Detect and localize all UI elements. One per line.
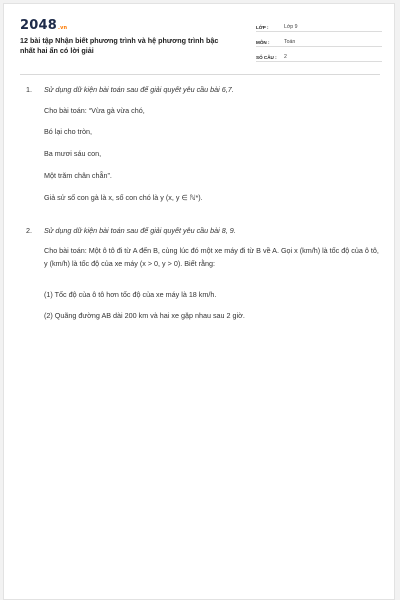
question-number: 1.	[26, 85, 32, 94]
header-divider	[20, 74, 380, 75]
meta-row-subject	[256, 36, 382, 47]
logo-text: 2048	[20, 18, 57, 33]
meta-value-class: Lớp 9	[284, 24, 298, 30]
meta-row-class	[256, 21, 382, 32]
meta-info	[256, 21, 382, 66]
question-line: Giả sử số con gà là x, số con chó là y (x, y ∈ ℕ*).	[44, 193, 203, 202]
question-line: Bó lại cho tròn,	[44, 127, 92, 136]
meta-label-class: LỚP :	[256, 25, 269, 30]
document-header	[4, 4, 394, 70]
meta-label-subject: MÔN :	[256, 40, 270, 45]
question-paragraph: Cho bài toán: Một ô tô đi từ A đến B, cùng lúc đó một xe máy đi từ B về A. Gọi x (km/h) là tốc độ của ô tô, y (km/h) là tốc độ của xe máy (x > 0, y > 0). Biết rằng:	[44, 246, 379, 268]
question-line: Cho bài toán: “Vừa gà vừa chó,	[44, 106, 145, 115]
meta-label-question-count: SỐ CÂU :	[256, 55, 277, 60]
logo-suffix: .vn	[57, 25, 68, 31]
document-page	[3, 3, 395, 600]
question-instruction: Sử dụng dữ kiện bài toán sau để giải quyết yêu cầu bài 6,7.	[44, 85, 234, 94]
question-line: (1) Tốc độ của ô tô hơn tốc độ của xe máy là 18 km/h.	[44, 290, 217, 299]
question-instruction: Sử dụng dữ kiện bài toán sau để giải quyết yêu cầu bài 8, 9.	[44, 226, 236, 235]
document-title: 12 bài tập Nhận biết phương trình và hệ phương trình bậc nhất hai ẩn có lời giải	[20, 36, 219, 55]
meta-row-question-count	[256, 51, 382, 62]
meta-value-subject: Toán	[284, 39, 296, 45]
question-number: 2.	[26, 226, 32, 235]
meta-value-question-count: 2	[284, 54, 287, 60]
question-line: Ba mươi sáu con,	[44, 149, 102, 158]
question-line: (2) Quãng đường AB dài 200 km và hai xe gặp nhau sau 2 giờ.	[44, 311, 245, 320]
question-line: Một trăm chân chẵn”.	[44, 171, 112, 180]
site-logo[interactable]	[20, 18, 67, 33]
